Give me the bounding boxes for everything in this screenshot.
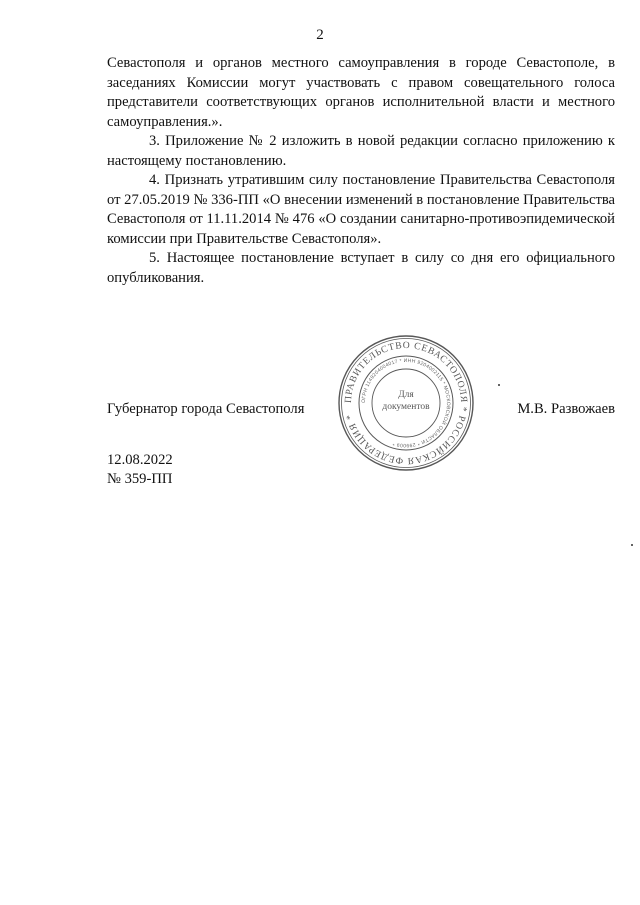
paragraph-item-5: 5. Настоящее постановление вступает в силу со дня его официального опубликования. <box>107 250 615 286</box>
scan-speck <box>498 384 500 386</box>
signatory-name: М.В. Развожаев <box>517 401 615 417</box>
seal-inner-text: ОГРН 1149204004017 * ИНН 9204002115 * МОСКОВСКОЙ ОБЛАСТИ * 299009 * <box>360 357 452 449</box>
document-date: 12.08.2022 <box>107 452 173 468</box>
signatory-title: Губернатор города Севастополя <box>107 401 305 417</box>
paragraph-continuation: Севастополя и органов местного самоуправления в городе Севастополе, в заседаниях Комиссии могут участвовать с правом совещательного голоса представители соответствующих органов исполнительной власти и местного самоуправления.». <box>107 55 615 130</box>
scan-speck <box>631 544 633 546</box>
official-seal-stamp <box>336 333 476 473</box>
page-number: 2 <box>316 27 324 43</box>
seal-outer-text: ПРАВИТЕЛЬСТВО СЕВАСТОПОЛЯ * РОССИЙСКАЯ ФЕДЕРАЦИЯ * <box>342 339 470 467</box>
paragraph-item-3: 3. Приложение № 2 изложить в новой редакции согласно приложению к настоящему постановлению. <box>107 133 615 169</box>
document-body <box>107 54 615 288</box>
paragraph-item-4: 4. Признать утратившим силу постановление Правительства Севастополя от 27.05.2019 № 336-ПП «О внесении изменений в постановление Правительства Севастополя от 11.11.2014 № 476 «О создании санитарно-противоэпидемической комиссии при Правительстве Севастополя». <box>107 172 615 247</box>
document-number: № 359-ПП <box>107 471 173 487</box>
seal-center-line2: документов <box>382 402 430 412</box>
seal-center-line1: Для <box>398 390 414 400</box>
